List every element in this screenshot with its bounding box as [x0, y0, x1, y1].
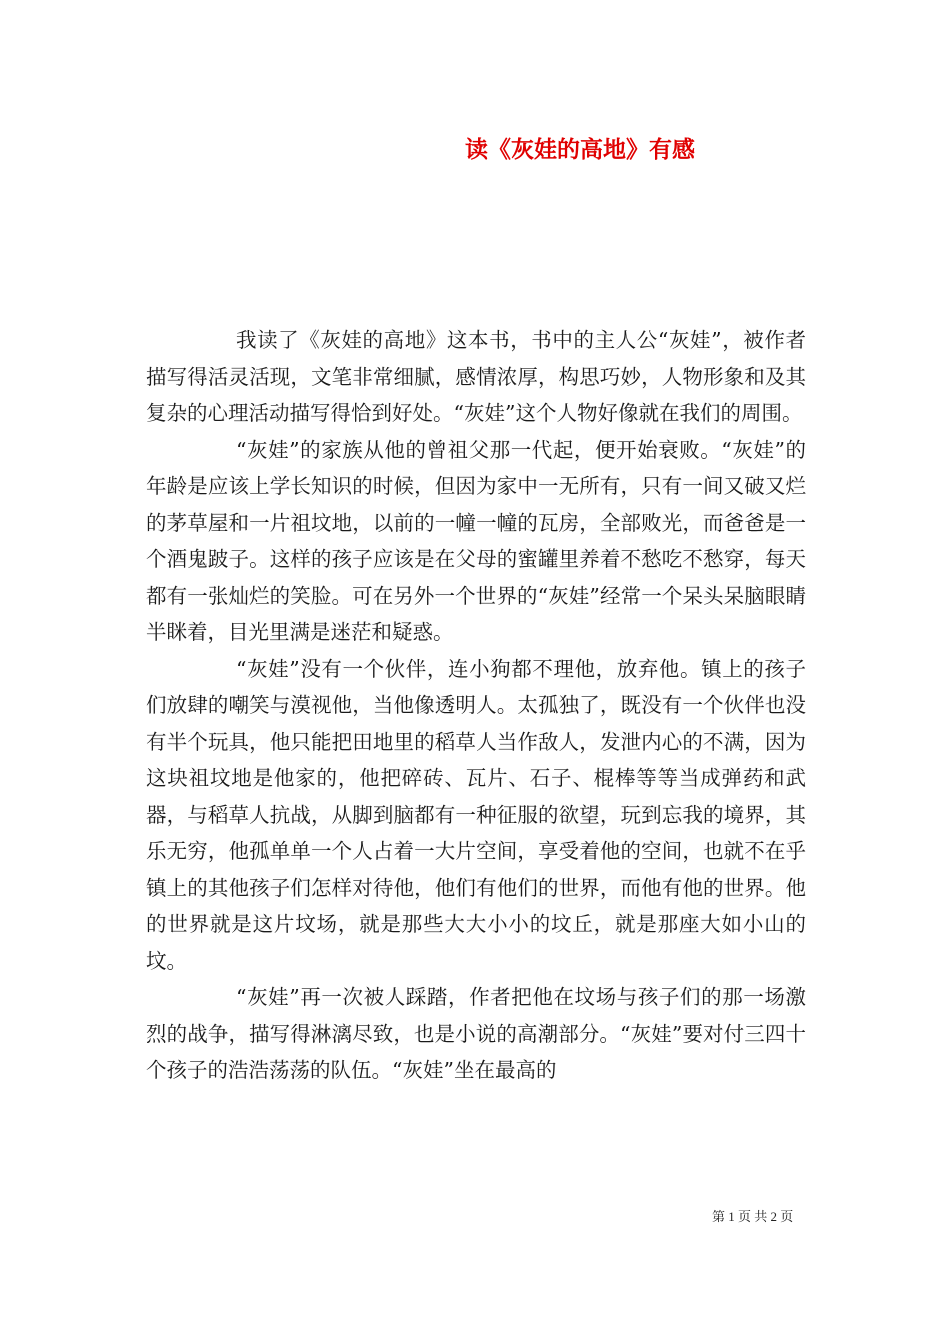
paragraph-4: “灰娃”再一次被人踩踏，作者把他在坟场与孩子们的那一场激烈的战争，描写得淋漓尽致，也是小说的高潮部分。“灰娃”要对付三四十个孩子的浩浩荡荡的队伍。“灰娃”坐在最高的: [146, 985, 806, 1082]
paragraph-2: “灰娃”的家族从他的曾祖父那一代起，便开始衰败。“灰娃”的年龄是应该上学长知识的时候，但因为家中一无所有，只有一间又破又烂的茅草屋和一片祖坟地，以前的一幢一幢的瓦房，全部败光，而爸爸是一个酒鬼跛子。这样的孩子应该是在父母的蜜罐里养着不愁吃不愁穿，每天都有一张灿烂的笑脸。可在另外一个世界的“灰娃”经常一个呆头呆脑眼睛半眯着，目光里满是迷茫和疑惑。: [146, 437, 806, 644]
document-body: [146, 322, 806, 1089]
paragraph-1: 我读了《灰娃的高地》这本书，书中的主人公“灰娃”，被作者描写得活灵活现，文笔非常细腻，感情浓厚，构思巧妙，人物形象和及其复杂的心理活动描写得恰到好处。“灰娃”这个人物好像就在我们的周围。: [146, 328, 806, 425]
paragraph-3: “灰娃”没有一个伙伴，连小狗都不理他，放弃他。镇上的孩子们放肆的嘲笑与漠视他，当他像透明人。太孤独了，既没有一个伙伴也没有半个玩具，他只能把田地里的稻草人当作敌人，发泄内心的不满，因为这块祖坟地是他家的，他把碎砖、瓦片、石子、棍棒等等当成弹药和武器，与稻草人抗战，从脚到脑都有一种征服的欲望，玩到忘我的境界，其乐无穷，他孤单单一个人占着一大片空间，享受着他的空间，也就不在乎镇上的其他孩子们怎样对待他，他们有他们的世界，而他有他的世界。他的世界就是这片坟场，就是那些大大小小的坟丘，就是那座大如小山的坟。: [146, 656, 806, 973]
page-number-footer: 第 1 页 共 2 页: [712, 1209, 794, 1224]
document-title: 读《灰娃的高地》有感: [465, 136, 695, 163]
